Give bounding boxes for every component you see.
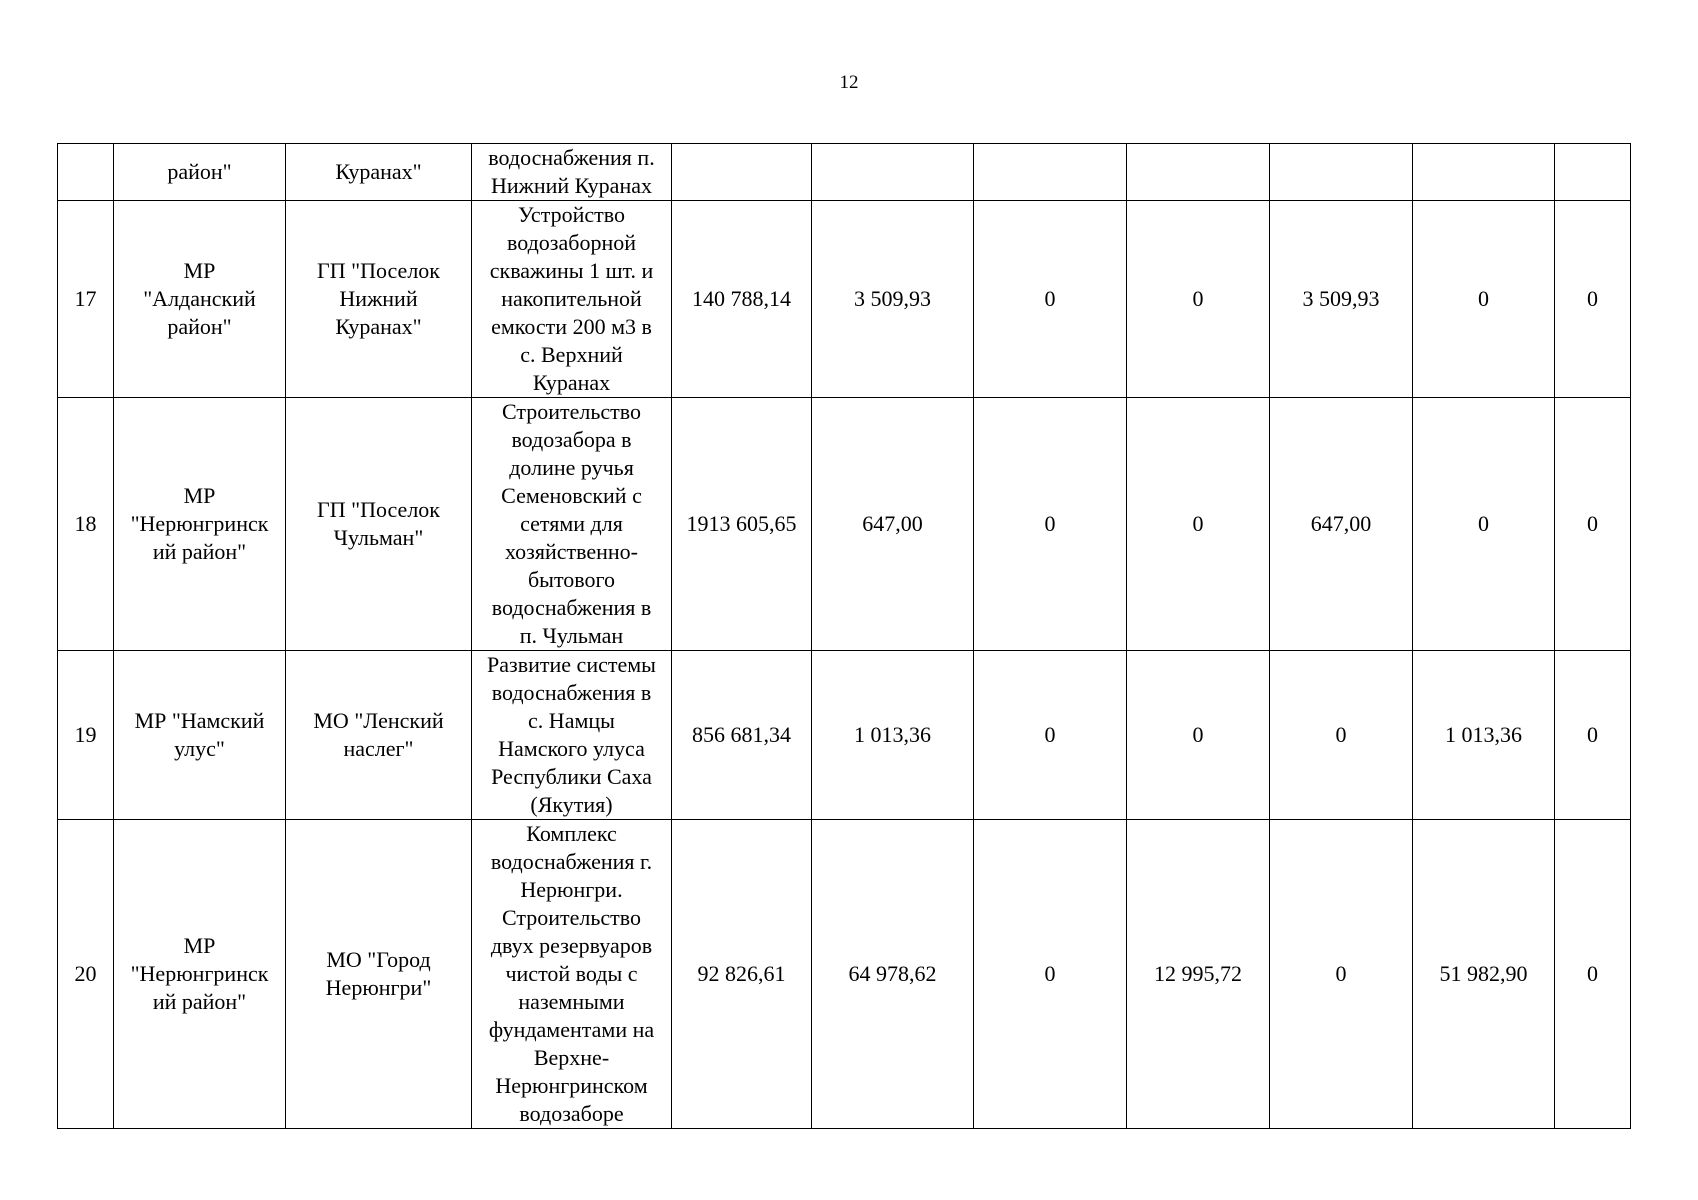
object-cell: водоснабжения п. Нижний Куранах: [472, 144, 672, 201]
value-cell: 647,00: [1270, 398, 1413, 651]
table-row: [58, 398, 1631, 651]
row-number-cell: 17: [58, 201, 114, 398]
cost-cell: 140 788,14: [672, 201, 812, 398]
value-cell: 0: [1127, 201, 1270, 398]
value-cell: 0: [974, 398, 1127, 651]
value-cell: [1413, 144, 1555, 201]
settlement-cell: ГП "Поселок Чульман": [286, 398, 472, 651]
settlement-cell: Куранах": [286, 144, 472, 201]
total-cell: 64 978,62: [812, 820, 974, 1129]
object-cell: Устройство водозаборной скважины 1 шт. и накопительной емкости 200 м3 в с. Верхний Куранах: [472, 201, 672, 398]
row-number-cell: 20: [58, 820, 114, 1129]
row-number-cell: [58, 144, 114, 201]
district-cell: МР "Нерюнгринск ий район": [114, 398, 286, 651]
table-row: [58, 820, 1631, 1129]
cost-cell: 856 681,34: [672, 651, 812, 820]
total-cell: 3 509,93: [812, 201, 974, 398]
settlement-cell: МО "Город Нерюнгри": [286, 820, 472, 1129]
value-cell: 0: [1127, 651, 1270, 820]
table-row: [58, 144, 1631, 201]
total-cell: [812, 144, 974, 201]
district-cell: МР "Нерюнгринск ий район": [114, 820, 286, 1129]
value-cell: 1 013,36: [1413, 651, 1555, 820]
investment-table: [57, 143, 1631, 1129]
total-cell: 1 013,36: [812, 651, 974, 820]
table-row: [58, 651, 1631, 820]
value-cell: 0: [1413, 201, 1555, 398]
value-cell: 0: [1127, 398, 1270, 651]
table-row: [58, 201, 1631, 398]
object-cell: Строительство водозабора в долине ручья Семеновский с сетями для хозяйственно- бытового водоснабжения в п. Чульман: [472, 398, 672, 651]
value-cell: 51 982,90: [1413, 820, 1555, 1129]
value-cell: [1555, 144, 1631, 201]
row-number-cell: 18: [58, 398, 114, 651]
value-cell: 0: [1555, 820, 1631, 1129]
value-cell: 0: [1270, 820, 1413, 1129]
value-cell: 0: [974, 201, 1127, 398]
value-cell: 0: [974, 820, 1127, 1129]
value-cell: 0: [1413, 398, 1555, 651]
value-cell: 12 995,72: [1127, 820, 1270, 1129]
settlement-cell: МО "Ленский наслег": [286, 651, 472, 820]
object-cell: Комплекс водоснабжения г. Нерюнгри. Строительство двух резервуаров чистой воды с наземными фундаментами на Верхне- Нерюнгринском водозаборе: [472, 820, 672, 1129]
value-cell: 0: [1555, 651, 1631, 820]
district-cell: МР "Намский улус": [114, 651, 286, 820]
value-cell: [1270, 144, 1413, 201]
value-cell: [1127, 144, 1270, 201]
cost-cell: 1913 605,65: [672, 398, 812, 651]
value-cell: 3 509,93: [1270, 201, 1413, 398]
value-cell: 0: [1270, 651, 1413, 820]
object-cell: Развитие системы водоснабжения в с. Намцы Намского улуса Республики Саха (Якутия): [472, 651, 672, 820]
value-cell: 0: [1555, 398, 1631, 651]
total-cell: 647,00: [812, 398, 974, 651]
district-cell: МР "Алданский район": [114, 201, 286, 398]
cost-cell: 92 826,61: [672, 820, 812, 1129]
cost-cell: [672, 144, 812, 201]
value-cell: 0: [1555, 201, 1631, 398]
page-number: 12: [839, 72, 859, 93]
value-cell: 0: [974, 651, 1127, 820]
district-cell: район": [114, 144, 286, 201]
value-cell: [974, 144, 1127, 201]
settlement-cell: ГП "Поселок Нижний Куранах": [286, 201, 472, 398]
row-number-cell: 19: [58, 651, 114, 820]
